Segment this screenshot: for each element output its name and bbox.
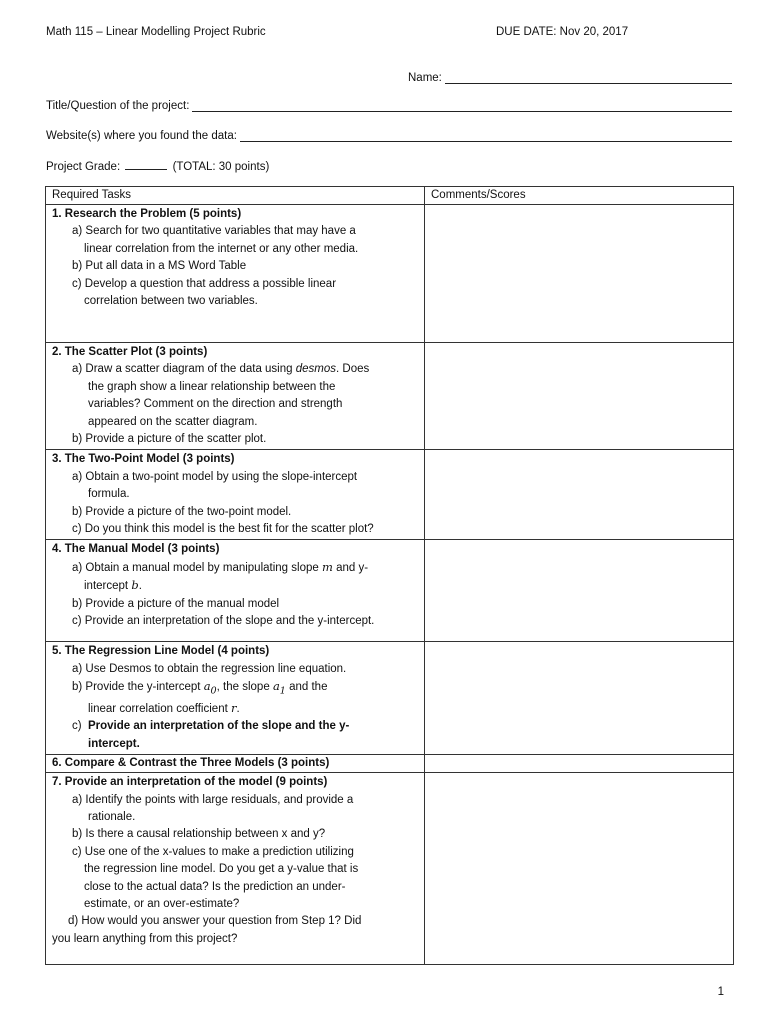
rubric-row-5 <box>46 642 734 755</box>
desmos-emphasis: desmos <box>295 363 337 376</box>
section-7-item-c-cont-2: close to the actual data? Is the prediction an under- <box>84 880 346 893</box>
title-question-blank-line[interactable] <box>192 100 732 112</box>
websites-blank-line[interactable] <box>240 130 732 142</box>
task-cell-7 <box>46 773 425 965</box>
score-cell-7[interactable] <box>425 773 734 965</box>
section-7-item-c: c) Use one of the x-values to make a prediction utilizing <box>72 845 354 858</box>
section-1-item-c-cont: correlation between two variables. <box>84 295 258 308</box>
section-5-item-b: b) Provide the y-intercept $a_0$, the slope $a_1$ and the <box>72 679 328 697</box>
section-3-item-b: b) Provide a picture of the two-point model. <box>72 505 292 518</box>
score-cell-3[interactable] <box>425 450 734 540</box>
section-7-item-d: d) How would you answer your question from Step 1? Did <box>68 915 362 928</box>
section-5-item-c: c) Provide an interpretation of the slope and the y- <box>72 720 350 733</box>
section-7-item-a: a) Identify the points with large residuals, and provide a <box>72 793 354 806</box>
project-grade-field[interactable] <box>46 159 269 173</box>
section-1-item-b: b) Put all data in a MS Word Table <box>72 260 247 273</box>
section-7-item-c-cont-3: estimate, or an over-estimate? <box>84 898 240 911</box>
section-7-item-b: b) Is there a causal relationship between x and y? <box>72 828 326 841</box>
section-2-item-a-cont-1: the graph show a linear relationship between the <box>88 380 336 393</box>
section-7-item-a-cont: rationale. <box>88 811 136 824</box>
title-question-field[interactable] <box>46 100 732 112</box>
score-cell-5[interactable] <box>425 642 734 755</box>
a0-symbol: $a_0$ <box>203 679 217 697</box>
rubric-row-7 <box>46 773 734 965</box>
task-cell-1 <box>46 205 425 343</box>
name-blank-line[interactable] <box>445 72 732 84</box>
section-3-item-c: c) Do you think this model is the best fit for the scatter plot? <box>72 523 374 536</box>
section-5-item-b-cont: linear correlation coefficient r. <box>88 700 240 715</box>
section-3-title: 3. The Two-Point Model (3 points) <box>52 453 235 466</box>
section-4-title: 4. The Manual Model (3 points) <box>52 543 220 556</box>
section-1-item-c: c) Develop a question that address a possible linear <box>72 277 337 290</box>
section-3-item-a-cont: formula. <box>88 488 130 501</box>
section-4-item-a-cont: intercept b. <box>84 578 142 593</box>
section-4-item-c: c) Provide an interpretation of the slope and the y-intercept. <box>72 615 375 628</box>
r-symbol: r <box>230 700 237 715</box>
slope-m-symbol: m <box>321 559 333 574</box>
section-5-title: 5. The Regression Line Model (4 points) <box>52 645 270 658</box>
project-grade-total: (TOTAL: 30 points) <box>172 161 270 173</box>
section-6-title: 6. Compare & Contrast the Three Models (3 points) <box>52 757 330 770</box>
required-tasks-header: Required Tasks <box>46 187 425 205</box>
rubric-row-4 <box>46 540 734 642</box>
section-2-item-a-cont-2: variables? Comment on the direction and strength <box>88 398 343 411</box>
section-3-item-a: a) Obtain a two-point model by using the slope-intercept <box>72 470 358 483</box>
score-cell-4[interactable] <box>425 540 734 642</box>
section-1-title: 1. Research the Problem (5 points) <box>52 208 242 220</box>
comments-scores-header: Comments/Scores <box>425 187 734 205</box>
section-1-item-a: a) Search for two quantitative variables that may have a <box>72 225 356 238</box>
section-2-item-a-cont-3: appeared on the scatter diagram. <box>88 415 258 428</box>
page-number: 1 <box>717 986 724 998</box>
rubric-row-2 <box>46 343 734 450</box>
section-7-item-d-cont: you learn anything from this project? <box>52 932 238 945</box>
section-4-item-a: a) Obtain a manual model by manipulating slope m and y- <box>72 559 369 574</box>
section-1-item-a-cont: linear correlation from the internet or any other media. <box>84 242 359 255</box>
title-question-label: Title/Question of the project: <box>46 100 190 112</box>
section-7-item-c-cont-1: the regression line model. Do you get a y-value that is <box>84 863 359 876</box>
task-cell-5 <box>46 642 425 755</box>
name-label: Name: <box>408 72 442 84</box>
intercept-b-symbol: b <box>131 578 139 593</box>
score-cell-2[interactable] <box>425 343 734 450</box>
task-cell-3 <box>46 450 425 540</box>
rubric-row-1 <box>46 205 734 343</box>
project-grade-blank[interactable] <box>125 159 167 170</box>
section-2-title: 2. The Scatter Plot (3 points) <box>52 346 208 358</box>
websites-field[interactable] <box>46 130 732 142</box>
task-cell-6 <box>46 755 425 773</box>
header-course-title: Math 115 – Linear Modelling Project Rubric <box>46 26 266 38</box>
score-cell-1[interactable] <box>425 205 734 343</box>
rubric-table <box>45 186 734 965</box>
section-7-title: 7. Provide an interpretation of the model (9 points) <box>52 776 328 789</box>
name-field[interactable] <box>408 72 732 84</box>
websites-label: Website(s) where you found the data: <box>46 130 237 142</box>
task-cell-2 <box>46 343 425 450</box>
section-5-item-a: a) Use Desmos to obtain the regression line equation. <box>72 662 347 675</box>
section-2-item-b: b) Provide a picture of the scatter plot. <box>72 433 267 446</box>
project-grade-label: Project Grade: <box>46 161 121 173</box>
rubric-row-3 <box>46 450 734 540</box>
task-cell-4 <box>46 540 425 642</box>
rubric-header-row <box>46 187 734 205</box>
header-due-date: DUE DATE: Nov 20, 2017 <box>496 26 629 38</box>
a1-symbol: $a_1$ <box>272 679 286 697</box>
section-5-item-c-cont: intercept. <box>88 737 140 750</box>
score-cell-6[interactable] <box>425 755 734 773</box>
section-2-item-a: a) Draw a scatter diagram of the data using desmos. Does <box>72 363 370 376</box>
section-4-item-b: b) Provide a picture of the manual model <box>72 597 280 610</box>
rubric-row-6 <box>46 755 734 773</box>
